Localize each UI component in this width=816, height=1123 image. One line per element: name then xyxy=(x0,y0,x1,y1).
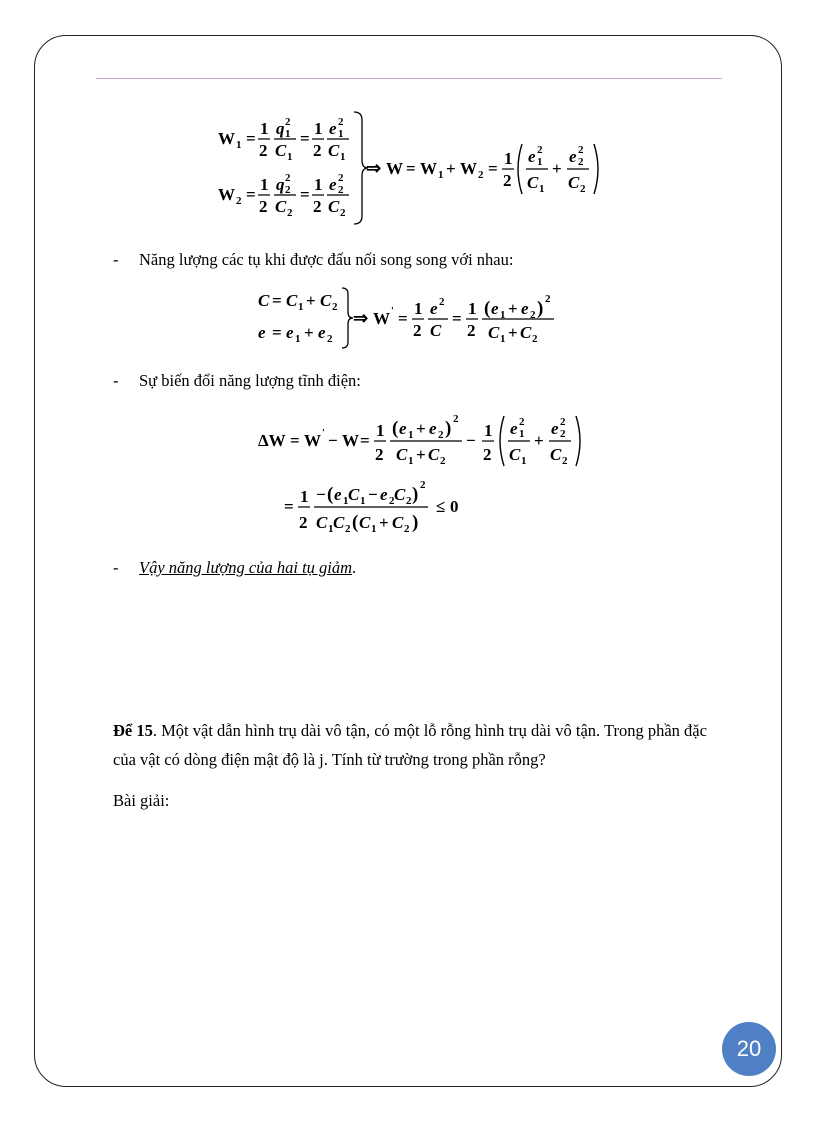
svg-text:1: 1 xyxy=(484,421,493,440)
conclusion-underlined: Vậy năng lượng của hai tụ giảm xyxy=(139,558,353,577)
header-divider xyxy=(96,78,722,79)
svg-text:C: C xyxy=(394,485,406,504)
svg-text:2: 2 xyxy=(537,144,543,156)
svg-text:2: 2 xyxy=(299,513,308,532)
svg-text:e: e xyxy=(569,147,577,166)
svg-text:C: C xyxy=(275,197,287,216)
svg-text:C: C xyxy=(527,173,539,192)
svg-text:2: 2 xyxy=(389,495,395,507)
svg-text:+: + xyxy=(552,159,562,178)
svg-text:C: C xyxy=(488,323,500,342)
svg-text:e: e xyxy=(430,299,438,318)
svg-text:2: 2 xyxy=(345,523,351,535)
svg-text:C: C xyxy=(286,291,298,310)
svg-text:1: 1 xyxy=(298,301,304,313)
svg-text:2: 2 xyxy=(580,183,586,195)
svg-text:2: 2 xyxy=(478,169,484,181)
svg-text:2: 2 xyxy=(453,413,459,425)
svg-text:C: C xyxy=(428,445,440,464)
svg-text:2: 2 xyxy=(519,416,525,428)
svg-text:+: + xyxy=(304,323,314,342)
svg-text:C: C xyxy=(348,485,360,504)
svg-text:2: 2 xyxy=(438,429,444,441)
svg-text:C: C xyxy=(550,445,562,464)
svg-text:2: 2 xyxy=(406,495,412,507)
svg-text:W: W xyxy=(218,129,235,148)
bullet-marker: - xyxy=(113,250,119,269)
svg-text:1: 1 xyxy=(408,429,414,441)
svg-text:1: 1 xyxy=(340,151,346,163)
svg-text:): ) xyxy=(412,512,419,533)
svg-text:1: 1 xyxy=(236,139,242,151)
svg-text:2: 2 xyxy=(562,455,568,467)
svg-text:=: = xyxy=(246,129,256,148)
svg-text:W: W xyxy=(420,159,437,178)
svg-text:(: ( xyxy=(352,512,359,533)
svg-text:2: 2 xyxy=(236,195,242,207)
svg-text:1: 1 xyxy=(260,119,269,138)
svg-text:q: q xyxy=(276,175,285,194)
svg-text:e: e xyxy=(318,323,326,342)
svg-text:=: = xyxy=(360,431,370,450)
svg-text:1: 1 xyxy=(500,309,506,321)
svg-text:−: − xyxy=(466,431,476,450)
svg-text:1: 1 xyxy=(371,523,377,535)
svg-text:2: 2 xyxy=(545,293,551,305)
svg-text:2: 2 xyxy=(338,116,344,128)
svg-text:2: 2 xyxy=(375,445,384,464)
svg-text:−: − xyxy=(368,485,378,504)
svg-text:1: 1 xyxy=(314,175,323,194)
svg-text:2: 2 xyxy=(285,172,291,184)
svg-text:1: 1 xyxy=(500,333,506,345)
svg-text:e: e xyxy=(510,419,518,438)
problem-label: Để 15 xyxy=(113,721,153,740)
svg-text:2: 2 xyxy=(530,309,536,321)
svg-text:C: C xyxy=(396,445,408,464)
svg-text:2: 2 xyxy=(440,455,446,467)
svg-text:2: 2 xyxy=(287,207,293,219)
svg-text:': ' xyxy=(391,306,394,317)
svg-text:1: 1 xyxy=(314,119,323,138)
svg-text:W: W xyxy=(386,159,403,178)
parallel-energy-text: Năng lượng các tụ khi được đấu nối song song với nhau: xyxy=(139,250,514,269)
svg-text:e: e xyxy=(399,419,407,438)
svg-text:W: W xyxy=(218,185,235,204)
svg-text:1: 1 xyxy=(300,487,309,506)
svg-text:1: 1 xyxy=(287,151,293,163)
svg-text:=: = xyxy=(290,431,300,450)
svg-text:W: W xyxy=(373,309,390,328)
svg-text:2: 2 xyxy=(332,301,338,313)
svg-text:q: q xyxy=(276,119,285,138)
svg-text:e: e xyxy=(528,147,536,166)
svg-text:1: 1 xyxy=(414,299,423,318)
svg-text:1: 1 xyxy=(539,183,545,195)
svg-text:=: = xyxy=(272,291,282,310)
svg-text:2: 2 xyxy=(467,321,476,340)
svg-text:0: 0 xyxy=(450,497,459,516)
svg-text:2: 2 xyxy=(503,171,512,190)
svg-text:=: = xyxy=(488,159,498,178)
svg-text:+: + xyxy=(416,445,426,464)
problem-statement xyxy=(113,716,723,774)
svg-text:−: − xyxy=(316,485,326,504)
svg-text:e: e xyxy=(521,299,529,318)
svg-text:1: 1 xyxy=(537,156,543,168)
svg-text:2: 2 xyxy=(578,144,584,156)
svg-text:1: 1 xyxy=(338,128,344,140)
svg-text:+: + xyxy=(306,291,316,310)
svg-text:1: 1 xyxy=(519,428,525,440)
svg-text:(: ( xyxy=(392,418,399,439)
svg-text:1: 1 xyxy=(438,169,444,181)
svg-text:C: C xyxy=(333,513,345,532)
page-number-badge: 20 xyxy=(722,1022,776,1076)
svg-text:≤: ≤ xyxy=(436,497,446,516)
svg-text:2: 2 xyxy=(413,321,422,340)
svg-text:(: ( xyxy=(327,484,334,505)
svg-text:−: − xyxy=(328,431,338,450)
svg-text:W: W xyxy=(460,159,477,178)
svg-text:C: C xyxy=(359,513,371,532)
svg-text:e: e xyxy=(286,323,294,342)
svg-text:C: C xyxy=(509,445,521,464)
svg-text:C: C xyxy=(430,321,442,340)
svg-text:1: 1 xyxy=(521,455,527,467)
svg-text:W: W xyxy=(342,431,359,450)
svg-text:C: C xyxy=(316,513,328,532)
svg-text:2: 2 xyxy=(285,116,291,128)
svg-text:2: 2 xyxy=(259,141,268,160)
svg-text:=: = xyxy=(406,159,416,178)
svg-text:C: C xyxy=(328,141,340,160)
svg-text:=: = xyxy=(300,129,310,148)
svg-text:=: = xyxy=(284,497,294,516)
svg-text:2: 2 xyxy=(327,333,333,345)
svg-text:2: 2 xyxy=(313,197,322,216)
svg-text:W: W xyxy=(304,431,321,450)
svg-text:2: 2 xyxy=(313,141,322,160)
svg-text:e: e xyxy=(551,419,559,438)
svg-text:1: 1 xyxy=(295,333,301,345)
svg-text:2: 2 xyxy=(578,156,584,168)
svg-text:=: = xyxy=(300,185,310,204)
svg-text:2: 2 xyxy=(404,523,410,535)
svg-text:): ) xyxy=(412,484,419,505)
problem-text: . Một vật dẫn hình trụ dài vô tận, có một lỗ rỗng hình trụ dài vô tận. Trong phần đặc của vật có dòng điện mật độ là j. Tính từ trường trong phần rỗng? xyxy=(113,721,707,769)
conclusion-period: . xyxy=(352,558,357,577)
svg-text:1: 1 xyxy=(360,495,366,507)
svg-text:C: C xyxy=(392,513,404,532)
bullet-marker: - xyxy=(113,371,119,390)
svg-text:(: ( xyxy=(484,298,491,319)
svg-text:2: 2 xyxy=(285,184,291,196)
svg-text:⇒: ⇒ xyxy=(353,308,369,328)
svg-text:1: 1 xyxy=(408,455,414,467)
svg-text:1: 1 xyxy=(260,175,269,194)
svg-text:1: 1 xyxy=(343,495,349,507)
svg-text:+: + xyxy=(446,159,456,178)
svg-text:2: 2 xyxy=(338,172,344,184)
svg-text:ΔW: ΔW xyxy=(258,431,286,450)
svg-text:+: + xyxy=(534,431,544,450)
svg-text:2: 2 xyxy=(338,184,344,196)
svg-text:e: e xyxy=(380,485,388,504)
svg-text:): ) xyxy=(537,298,544,319)
svg-text:e: e xyxy=(329,119,337,138)
svg-text:2: 2 xyxy=(483,445,492,464)
svg-text:2: 2 xyxy=(340,207,346,219)
svg-text:=: = xyxy=(398,309,408,328)
svg-text:1: 1 xyxy=(285,128,291,140)
svg-text:1: 1 xyxy=(468,299,477,318)
svg-text:': ' xyxy=(322,428,325,439)
svg-text:): ) xyxy=(445,418,452,439)
svg-text:+: + xyxy=(508,323,518,342)
equation-energy-change xyxy=(254,404,584,544)
svg-text:2: 2 xyxy=(532,333,538,345)
svg-text:e: e xyxy=(429,419,437,438)
conclusion-text xyxy=(139,558,356,578)
svg-text:=: = xyxy=(452,309,462,328)
svg-text:=: = xyxy=(246,185,256,204)
svg-text:e: e xyxy=(329,175,337,194)
svg-text:C: C xyxy=(320,291,332,310)
svg-text:+: + xyxy=(379,513,389,532)
svg-text:C: C xyxy=(275,141,287,160)
svg-text:C: C xyxy=(520,323,532,342)
svg-text:C: C xyxy=(328,197,340,216)
svg-text:e: e xyxy=(258,323,266,342)
bullet-marker: - xyxy=(113,558,119,577)
energy-change-text: Sự biến đổi năng lượng tĩnh điện: xyxy=(139,371,361,390)
svg-text:2: 2 xyxy=(259,197,268,216)
svg-text:e: e xyxy=(334,485,342,504)
svg-text:1: 1 xyxy=(504,149,513,168)
svg-text:e: e xyxy=(491,299,499,318)
equation-energy-before xyxy=(214,108,604,226)
svg-text:2: 2 xyxy=(560,428,566,440)
svg-text:1: 1 xyxy=(328,523,334,535)
svg-text:+: + xyxy=(508,299,518,318)
svg-text:2: 2 xyxy=(439,296,445,308)
solution-label: Bài giải: xyxy=(113,791,170,810)
svg-text:⇒: ⇒ xyxy=(366,158,382,178)
svg-text:1: 1 xyxy=(376,421,385,440)
svg-text:C: C xyxy=(568,173,580,192)
svg-text:2: 2 xyxy=(420,479,426,491)
equation-energy-parallel xyxy=(254,284,564,350)
svg-text:2: 2 xyxy=(560,416,566,428)
svg-text:=: = xyxy=(272,323,282,342)
svg-text:C: C xyxy=(258,291,270,310)
svg-text:+: + xyxy=(416,419,426,438)
